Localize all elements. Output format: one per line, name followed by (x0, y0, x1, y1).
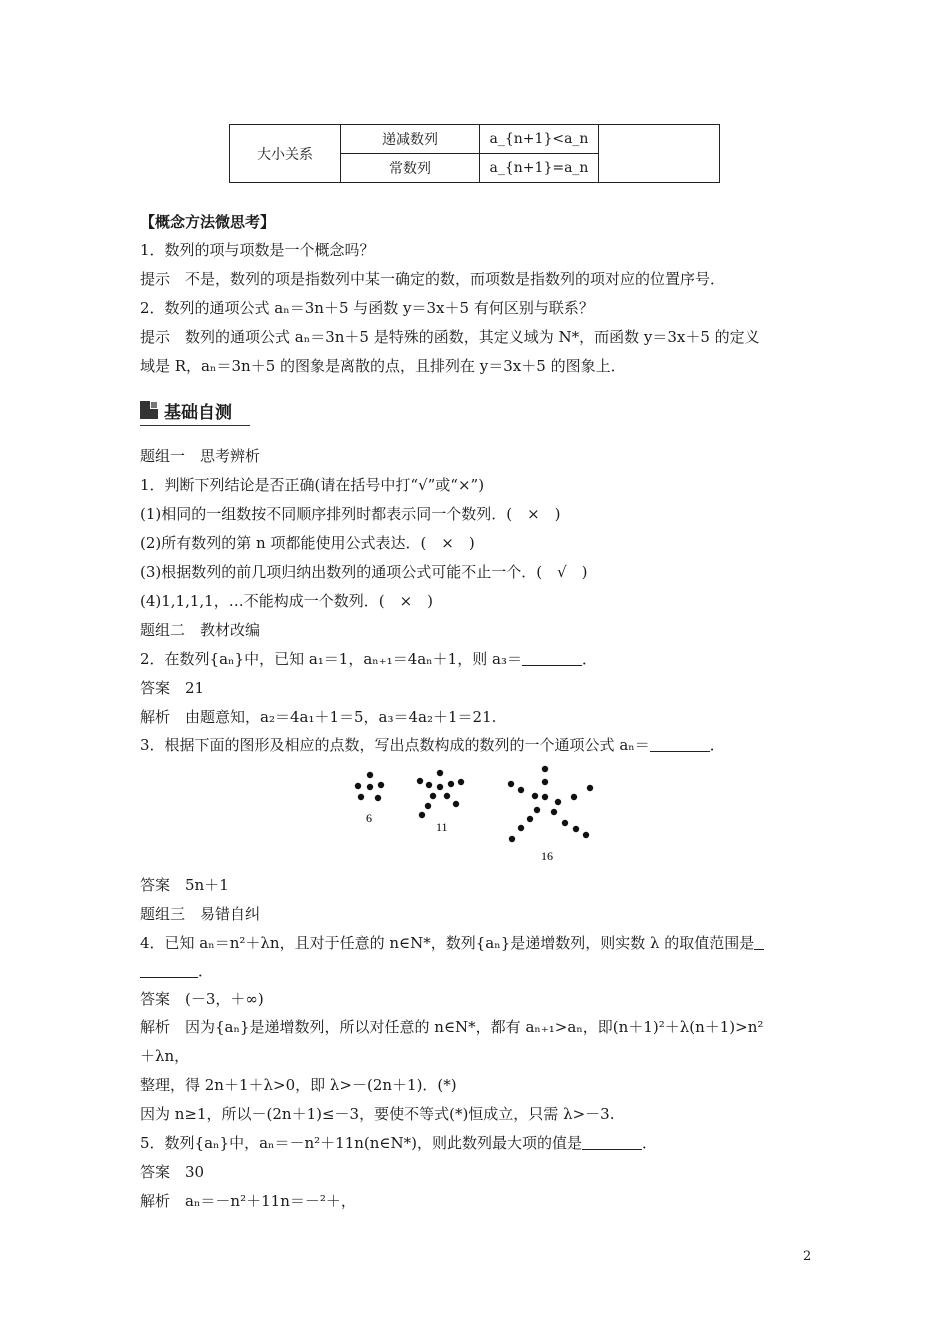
table-cell-empty (599, 125, 720, 183)
dot (430, 793, 436, 799)
dot-pattern-figure (350, 762, 600, 870)
page-number: 2 (803, 1249, 812, 1264)
table-cell-header: 大小关系 (230, 125, 341, 183)
question-4-end: ． (198, 962, 214, 980)
answer-blank (522, 651, 582, 666)
group-1-question: 1．判断下列结论是否正确(请在括号中打“√”或“×”) (140, 476, 485, 494)
dot (527, 816, 533, 822)
pattern-2-dots (417, 770, 464, 818)
answer-4: 答案 (－3，＋∞) (140, 990, 264, 1008)
dot (555, 799, 561, 805)
concept-question-2: 2．数列的通项公式 aₙ＝3n＋5 与函数 y＝3x＋5 有何区别与联系？ (140, 299, 594, 317)
solution-2: 解析 由题意知，a₂＝4a₁＋1＝5，a₃＝4a₂＋1＝21. (140, 708, 497, 726)
solution-4-line-1: 解析 因为{aₙ}是递增数列，所以对任意的 n∈N*，都有 aₙ₊₁>aₙ，即(n＋1)²＋λ(n＋1)>n² (140, 1018, 764, 1036)
dot (417, 778, 423, 784)
table-row (230, 125, 720, 154)
dot (532, 793, 538, 799)
dot (551, 809, 557, 815)
dot (453, 801, 459, 807)
solution-5: 解析 aₙ＝－n²＋11n＝－²＋， (140, 1192, 356, 1210)
dot (518, 787, 524, 793)
dot (378, 782, 384, 788)
dot (587, 785, 593, 791)
dot (508, 781, 514, 787)
solution-4-line-4: 因为 n≥1，所以－(2n＋1)≤－3，要使不等式(*)恒成立，只需 λ>－3. (140, 1105, 615, 1123)
dot (534, 807, 540, 813)
dot (426, 782, 432, 788)
judgment-item: (4)1,1,1,1，…不能构成一个数列．( × ) (140, 592, 433, 610)
concept-question-1: 1．数列的项与项数是一个概念吗？ (140, 241, 375, 259)
answer-2: 答案 21 (140, 679, 205, 697)
question-5 (140, 1132, 657, 1154)
concept-answer-2-line-2: 域是 R，aₙ＝3n＋5 的图象是离散的点，且排列在 y＝3x＋5 的图象上． (140, 357, 626, 375)
pattern-2-label: 11 (436, 820, 448, 834)
judgment-item: (2)所有数列的第 n 项都能使用公式表达．( × ) (140, 534, 475, 552)
answer-5: 答案 30 (140, 1163, 205, 1181)
dot (437, 784, 443, 790)
question-2-end: ． (581, 650, 597, 668)
question-2-text: 2．在数列{aₙ}中，已知 a₁＝1，aₙ₊₁＝4aₙ＋1，则 a₃＝ (140, 650, 522, 668)
dot (444, 793, 450, 799)
pattern-1-dots (355, 772, 384, 801)
table-cell-formula-1: a_{n+1}<a_n (480, 125, 599, 154)
dot (542, 794, 548, 800)
answer-blank (582, 1135, 642, 1150)
question-3-text: 3．根据下面的图形及相应的点数，写出点数构成的数列的一个通项公式 aₙ＝ (140, 736, 650, 754)
answer-3: 答案 5n＋1 (140, 876, 229, 894)
dot (358, 794, 364, 800)
concept-heading: 【概念方法微思考】 (140, 213, 276, 231)
dot (375, 795, 381, 801)
dot (458, 779, 464, 785)
dot (367, 772, 373, 778)
section-title: 基础自测 (164, 403, 232, 423)
question-4-line-1 (140, 932, 764, 954)
dot (419, 812, 425, 818)
table-cell-formula-2: a_{n+1}=a_n (480, 154, 599, 183)
comparison-table (229, 124, 720, 183)
table-cell-decreasing: 递减数列 (341, 125, 480, 154)
section-heading (140, 397, 250, 426)
dot (355, 783, 361, 789)
pattern-1-label: 6 (366, 811, 372, 825)
group-3-title: 题组三 易错自纠 (140, 905, 261, 923)
question-4-line-2 (140, 960, 213, 982)
question-3 (140, 734, 725, 756)
dot (425, 803, 431, 809)
section-square-icon (140, 401, 158, 419)
dot (542, 766, 548, 772)
dot (518, 825, 524, 831)
judgment-item: (3)根据数列的前几项归纳出数列的通项公式可能不止一个．( √ ) (140, 563, 588, 581)
dot (573, 826, 579, 832)
concept-answer-1: 提示 不是，数列的项是指数列中某一确定的数，而项数是指数列的项对应的位置序号． (140, 270, 726, 288)
solution-4-line-3: 整理，得 2n＋1＋λ>0，即 λ>－(2n＋1)．(*) (140, 1076, 457, 1094)
question-4-text: 4．已知 aₙ＝n²＋λn，且对于任意的 n∈N*，数列{aₙ}是递增数列，则实数 λ 的取值范围是 (140, 934, 755, 952)
dot (571, 794, 577, 800)
pattern-3-dots (508, 766, 593, 842)
answer-blank-start (754, 935, 764, 950)
question-2 (140, 648, 597, 670)
question-5-text: 5．数列{aₙ}中，aₙ＝－n²＋11n(n∈N*)，则此数列最大项的值是 (140, 1134, 583, 1152)
dot (583, 832, 589, 838)
group-2-title: 题组二 教材改编 (140, 621, 261, 639)
table-cell-constant: 常数列 (341, 154, 480, 183)
concept-answer-2-line-1: 提示 数列的通项公式 aₙ＝3n＋5 是特殊的函数，其定义域为 N*，而函数 y＝3x＋5 的定义 (140, 328, 760, 346)
answer-blank-end (140, 963, 198, 978)
dot (448, 781, 454, 787)
question-3-end: ． (709, 736, 725, 754)
solution-4-line-2: ＋λn， (140, 1047, 190, 1065)
dot (367, 784, 373, 790)
dot (562, 820, 568, 826)
group-1-title: 题组一 思考辨析 (140, 447, 261, 465)
question-5-end: ． (642, 1134, 658, 1152)
pattern-3-label: 16 (541, 849, 553, 863)
dot (437, 770, 443, 776)
judgment-item: (1)相同的一组数按不同顺序排列时都表示同一个数列．( × ) (140, 505, 561, 523)
dot (509, 836, 515, 842)
dot (542, 779, 548, 785)
answer-blank (650, 737, 710, 752)
